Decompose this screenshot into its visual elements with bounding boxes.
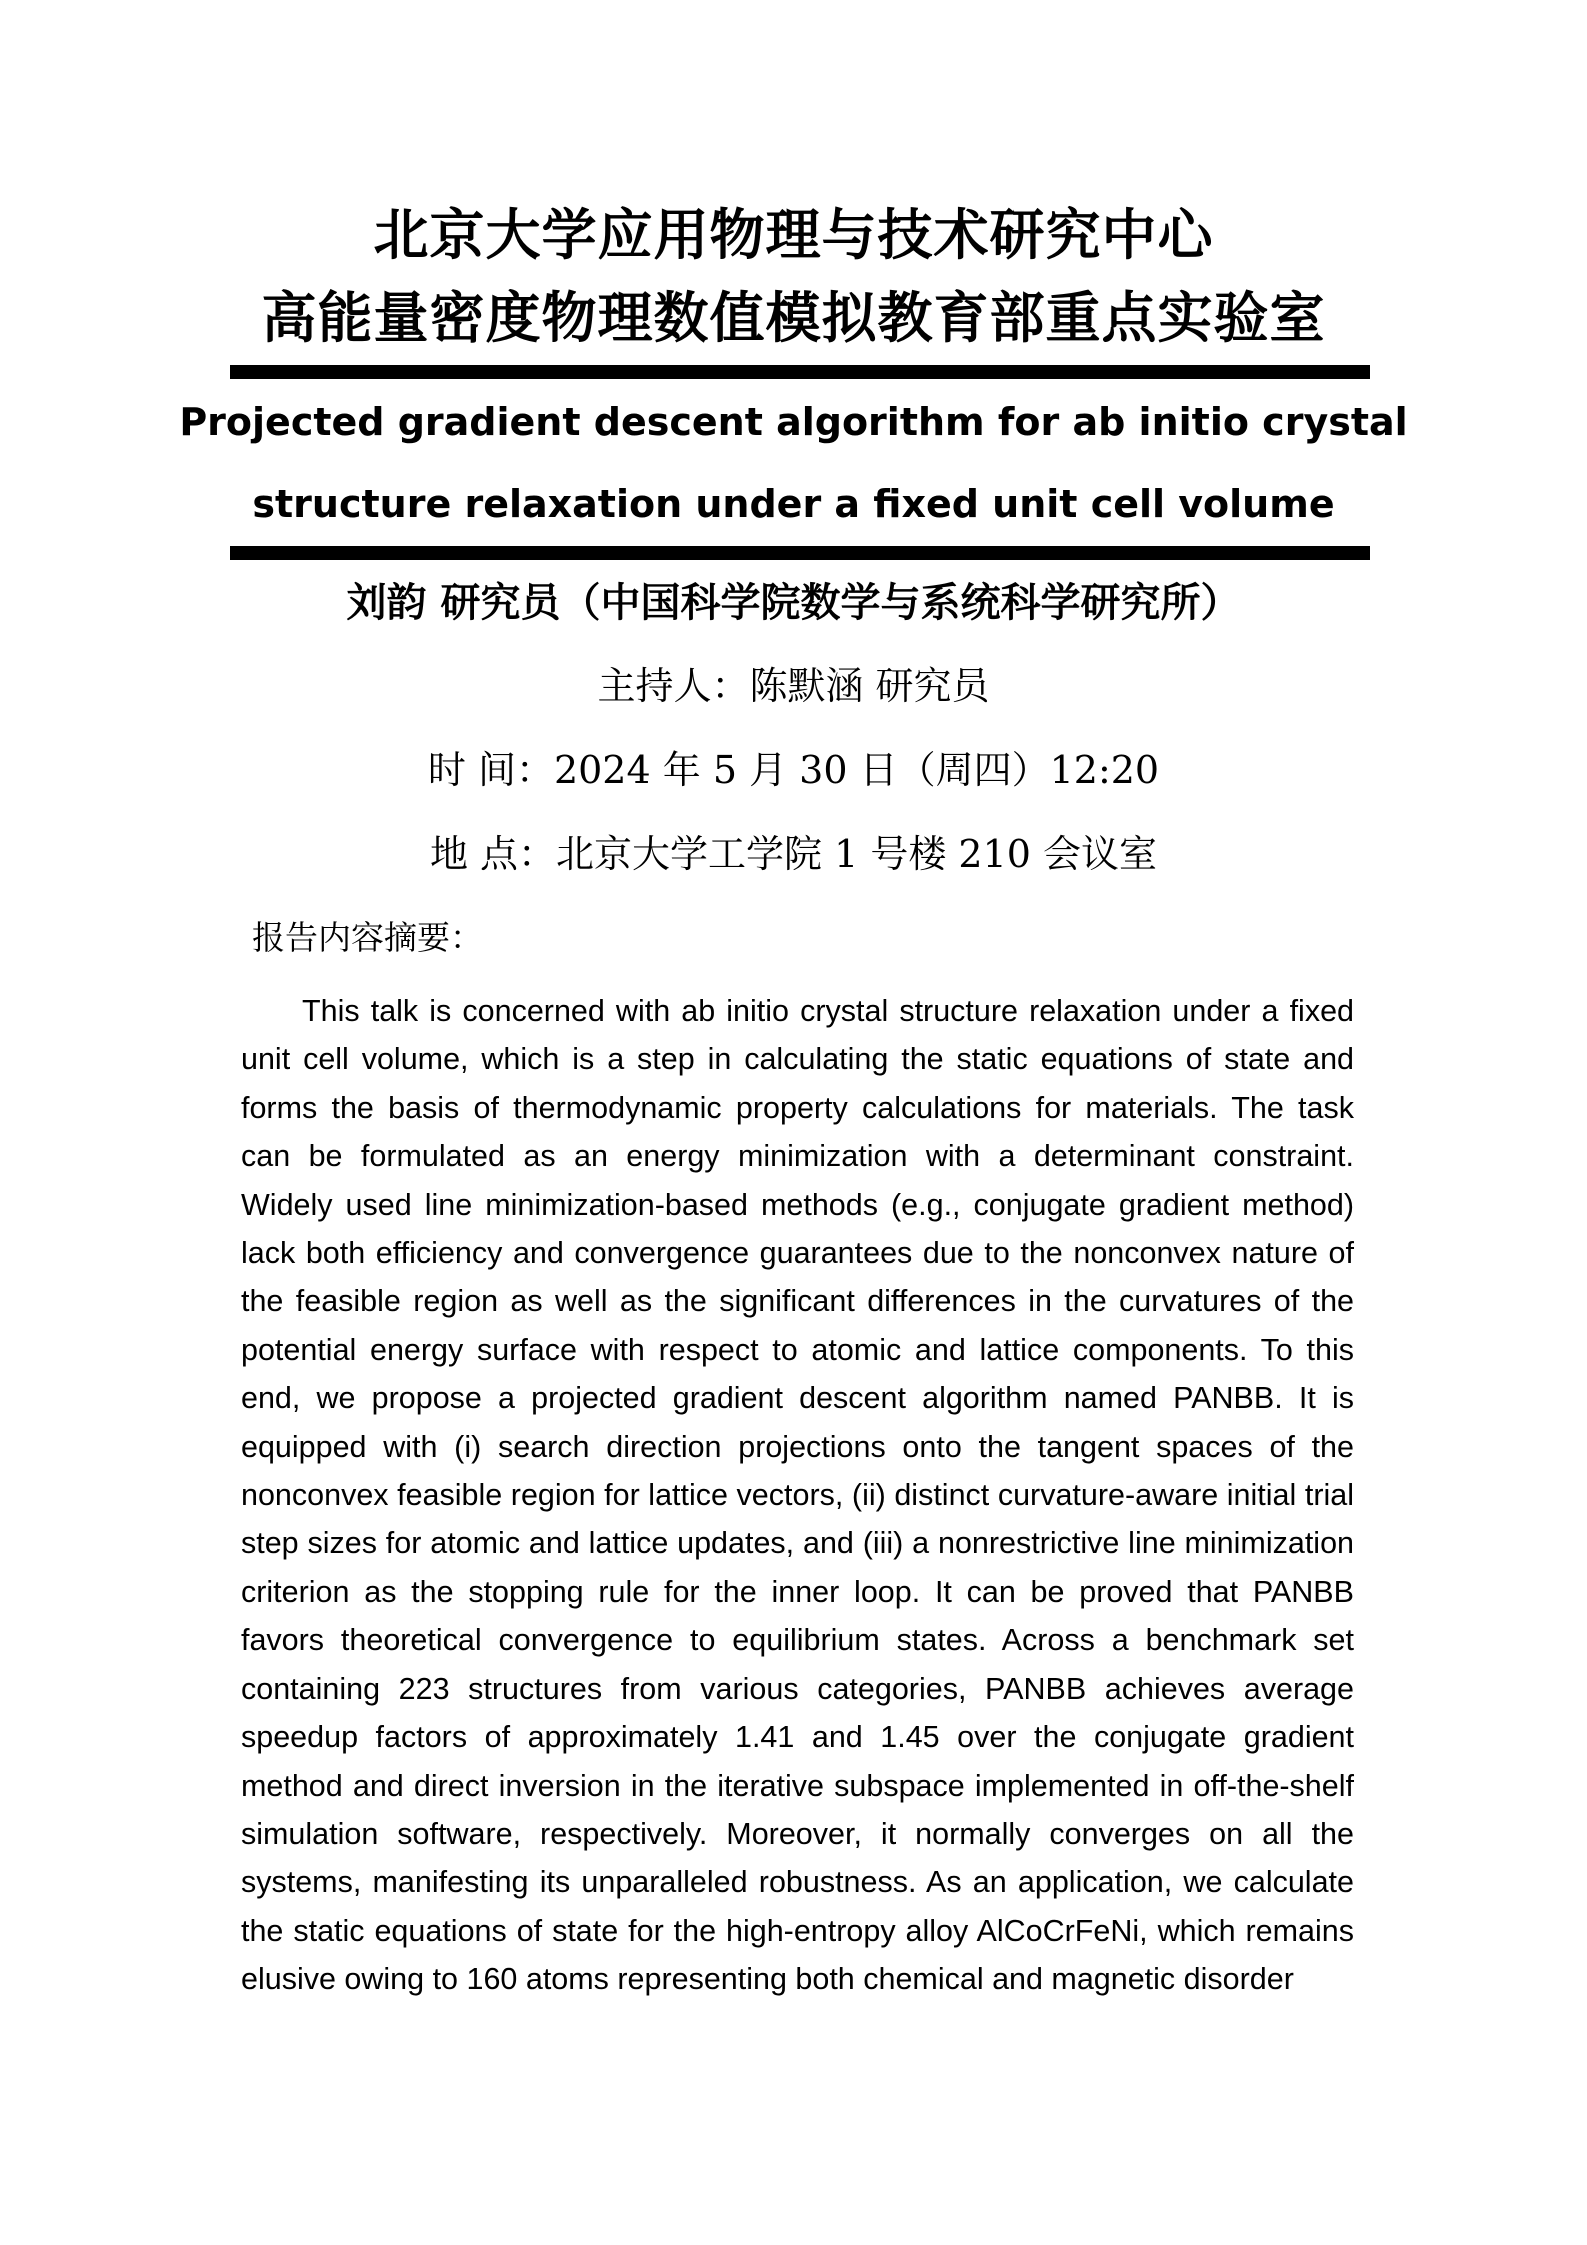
bottom-divider bbox=[230, 546, 1370, 560]
institution-title-line-2: 高能量密度物理数值模拟教育部重点实验室 bbox=[261, 286, 1326, 350]
top-divider bbox=[230, 365, 1370, 379]
speaker-name: 刘韵 研究员（中国科学院数学与系统科学研究所） bbox=[346, 580, 1241, 626]
host-info: 主持人：陈默涵 研究员 bbox=[597, 664, 990, 708]
place-info: 地 点：北京大学工学院 1 号楼 210 会议室 bbox=[429, 832, 1158, 876]
talk-title-line-2: structure relaxation under a fixed unit cell volume bbox=[252, 482, 1335, 526]
institution-title-line-1: 北京大学应用物理与技术研究中心 bbox=[373, 203, 1214, 267]
talk-title-line-1: Projected gradient descent algorithm for ab initio crystal bbox=[179, 400, 1408, 444]
abstract-label: 报告内容摘要： bbox=[252, 918, 483, 957]
abstract-text: This talk is concerned with ab initio crystal structure relaxation under a fixed unit cell volume, which is a step in calculating the static equations of state and forms the basis of thermodynamic property calculations for materials. The task can be formulated as an energy minimization with a determinant constraint. Widely used line minimization-based methods (e.g., conjugate gradient method) lack both efficiency and convergence guarantees due to the nonconvex nature of the feasible region as well as the significant differences in the curvatures of the potential energy surface with respect to atomic and lattice components. To this end, we propose a projected gradient descent algorithm named PANBB. It is equipped with (i) search direction projections onto the tangent spaces of the nonconvex feasible region for lattice vectors, (ii) distinct curvature-aware initial trial step sizes for atomic and lattice updates, and (iii) a nonrestrictive line minimization criterion as the stopping rule for the inner loop. It can be proved that PANBB favors theoretical convergence to equilibrium states. Across a benchmark set containing 223 structures from various categories, PANBB achieves average speedup factors of approximately 1.41 and 1.45 over the conjugate gradient method and direct inversion in the iterative subspace implemented in off-the-shelf simulation software, respectively. Moreover, it normally converges on all the systems, manifesting its unparalleled robustness. As an application, we calculate the static equations of state for the high-entropy alloy AlCoCrFeNi, which remains elusive owing to 160 atoms representing both chemical and magnetic disorder bbox=[241, 994, 1354, 1997]
time-info: 时 间：2024 年 5 月 30 日（周四）12:20 bbox=[427, 748, 1160, 792]
